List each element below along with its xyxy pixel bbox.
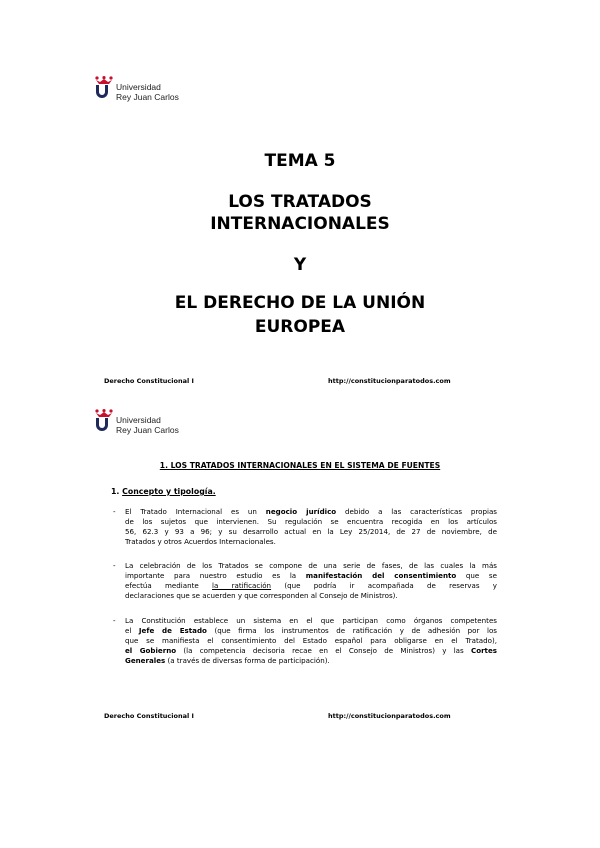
- bold-term: Jefe de Estado: [138, 625, 207, 635]
- bold-term: manifestación del consentimiento: [305, 570, 457, 580]
- logo-line-1: Universidad: [116, 82, 161, 92]
- bullet-3: [113, 616, 497, 666]
- bullet-line: Generales (a través de diversas forma de participación).: [125, 655, 330, 665]
- bullet-text: [125, 561, 497, 601]
- bullet-line: el Jefe de Estado (que firma los instrumentos de ratificación y de adhesión por los: [125, 625, 497, 635]
- page-footer: [104, 377, 484, 385]
- title-y: Y: [293, 255, 307, 275]
- bullet-line: La celebración de los Tratados se compone de una serie de fases, de las cuales la más: [125, 561, 497, 570]
- bullet-line: el Gobierno (la competencia decisoria recae en el Consejo de Ministros) y las Cortes: [125, 645, 497, 655]
- sub-heading-number: 1.: [111, 487, 120, 496]
- logo-line-2: Rey Juan Carlos: [116, 92, 179, 102]
- logo-line-1: Universidad: [116, 415, 161, 425]
- bullet-line: de los sujetos que intervienen. Su regulación se encuentra recogida en los artículos: [125, 516, 497, 526]
- title-line-3: EL DERECHO DE LA UNIÓN: [174, 293, 426, 313]
- bold-term: Generales: [125, 655, 166, 665]
- bullet-line: El Tratado Internacional es un negocio jurídico debido a las características propias: [125, 507, 497, 516]
- footer-url: http://constitucionparatodos.com: [328, 377, 451, 385]
- bullet-1: [113, 507, 497, 547]
- university-emblem-icon: [94, 409, 114, 434]
- bullet-dash: -: [113, 507, 116, 516]
- sub-heading-title: Concepto y tipología.: [122, 487, 216, 496]
- bold-term: Cortes: [470, 645, 497, 655]
- footer-url: http://constitucionparatodos.com: [328, 712, 451, 720]
- bullet-dash: -: [113, 561, 116, 570]
- bullet-text: [125, 616, 497, 666]
- footer-course: Derecho Constitucional I: [104, 712, 194, 720]
- logo-line-2: Rey Juan Carlos: [116, 425, 179, 435]
- page-footer-2: [104, 712, 484, 720]
- sub-heading: [111, 487, 216, 496]
- underlined-term: la ratificación: [212, 580, 272, 590]
- footer-course: Derecho Constitucional I: [104, 377, 194, 385]
- bullet-line: 56, 62.3 y 93 a 96; y su desarrollo actual en la Ley 25/2014, de 27 de noviembre, de: [125, 526, 497, 536]
- university-logo: [94, 76, 179, 102]
- title-line-4: EUROPEA: [254, 317, 346, 337]
- bullet-2: [113, 561, 497, 601]
- bullet-line: importante para nuestro estudio es la manifestación del consentimiento que se: [125, 570, 497, 580]
- university-logo-2: [94, 409, 179, 435]
- tema-title: TEMA 5: [264, 151, 336, 171]
- bullet-line: efectúa mediante la ratificación (que podría ir acompañada de reservas y: [125, 580, 497, 590]
- bullet-line: que se manifiesta el consentimiento del Estado español para obligarse en el Tratado),: [125, 635, 497, 645]
- university-emblem-icon: [94, 76, 114, 101]
- bullet-dash: -: [113, 616, 116, 625]
- title-line-1: LOS TRATADOS: [228, 192, 372, 212]
- title-line-2: INTERNACIONALES: [210, 214, 390, 234]
- bullet-line: declaraciones que se acuerden y que corresponden al Consejo de Ministros).: [125, 590, 398, 600]
- bullet-line: Tratados y otros Acuerdos Internacionales.: [125, 536, 276, 546]
- section-heading: 1. LOS TRATADOS INTERNACIONALES EN EL SISTEMA DE FUENTES: [159, 461, 441, 470]
- bold-term: negocio jurídico: [265, 507, 337, 516]
- bullet-text: [125, 507, 497, 547]
- bold-term: el Gobierno: [125, 645, 177, 655]
- bullet-line: La Constitución establece un sistema en el que participan como órganos competentes: [125, 616, 497, 625]
